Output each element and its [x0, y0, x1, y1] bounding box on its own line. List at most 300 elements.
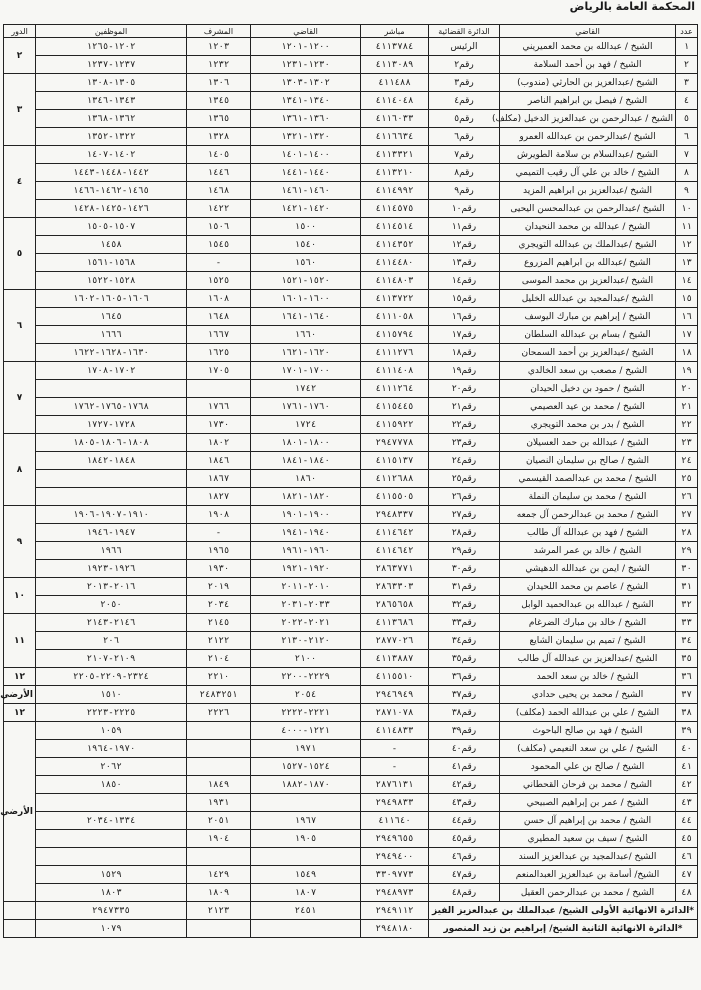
- judge-name: الشيخ / علي بن سعد النعيمي (مكلف): [500, 740, 676, 758]
- judge-extension: ١٤٠٠-١٤٠١: [251, 146, 361, 164]
- supervisor-extension: ١٤٦٨: [187, 182, 251, 200]
- table-row: [4, 614, 698, 632]
- judge-name: الشيخ /عبدالملك بن عبدالله التويجري: [500, 236, 676, 254]
- row-index: ٨: [676, 164, 698, 182]
- direct-number: -: [361, 740, 429, 758]
- circuit-name: رقم٤٨: [429, 884, 500, 902]
- circuit-name: رقم١١: [429, 218, 500, 236]
- supervisor-extension: ١٩٠٨: [187, 506, 251, 524]
- judge-name: الشيخ / مصعب بن سعد الخالدي: [500, 362, 676, 380]
- direct-number: ٢٩٤٩٨٣٣: [361, 794, 429, 812]
- circuit-name: رقم٢٠: [429, 380, 500, 398]
- table-row: [4, 578, 698, 596]
- judge-name: الشيخ / عبدالله بن محمد العميريني: [500, 38, 676, 56]
- footer-text: *الدائرة الانهائية الأولى الشيخ/ عبدالملك بن عبدالعزيز الفيز: [429, 902, 698, 920]
- footer-supervisor: [187, 920, 251, 938]
- staff-extensions: [36, 380, 187, 398]
- row-index: ٢: [676, 56, 698, 74]
- supervisor-extension: ١٤٠٥: [187, 146, 251, 164]
- row-index: ٤: [676, 92, 698, 110]
- judge-extension: ١٢٠٠-١٢٠١: [251, 38, 361, 56]
- judge-extension: [251, 848, 361, 866]
- table-row: [4, 38, 698, 56]
- supervisor-extension: ١٨٠٩: [187, 884, 251, 902]
- row-index: ٣٢: [676, 596, 698, 614]
- row-index: ٤١: [676, 758, 698, 776]
- circuit-name: رقم٢٧: [429, 506, 500, 524]
- table-row: [4, 434, 698, 452]
- table-row: [4, 506, 698, 524]
- circuit-name: رقم٦: [429, 128, 500, 146]
- supervisor-extension: ١٧٠٥: [187, 362, 251, 380]
- judge-name: الشيخ / فيصل بن ابراهيم الناصر: [500, 92, 676, 110]
- table-header-row: [4, 25, 698, 38]
- row-index: ١٠: [676, 200, 698, 218]
- staff-extensions: ١٣٤٣-١٣٤٦: [36, 92, 187, 110]
- round-label: ٦: [4, 290, 36, 362]
- judge-name: الشيخ / صالح بن سليمان النصيان: [500, 452, 676, 470]
- staff-extensions: ١٣٠٥-١٣٠٨: [36, 74, 187, 92]
- col-header-judge: القاضي: [500, 25, 676, 38]
- judge-extension: ١٦٦٠: [251, 326, 361, 344]
- direct-number: -: [361, 758, 429, 776]
- staff-extensions: ١٣٣٤-٢٠٣٤: [36, 812, 187, 830]
- staff-extensions: ٢٣٢٤-٢٢٠٩-٢٢٠٥: [36, 668, 187, 686]
- circuit-name: رقم٢٥: [429, 470, 500, 488]
- page-heading: المحكمة العامة بالرياض: [569, 0, 695, 13]
- row-index: ٧: [676, 146, 698, 164]
- row-index: ٢٤: [676, 452, 698, 470]
- supervisor-extension: ٢١٠٤: [187, 650, 251, 668]
- judge-extension: ١٥٢٤-١٥٢٧: [251, 758, 361, 776]
- judge-extension: ١٨٠٧: [251, 884, 361, 902]
- judge-extension: ١٥٠٠: [251, 218, 361, 236]
- table-row: [4, 596, 698, 614]
- staff-extensions: ١٩١٠-١٩٠٧-١٩٠٦: [36, 506, 187, 524]
- staff-extensions: ١٧٠٢-١٧٠٨: [36, 362, 187, 380]
- table-row: [4, 560, 698, 578]
- footer-staff: ١٠٧٩: [36, 920, 187, 938]
- staff-extensions: ٢٠٦: [36, 632, 187, 650]
- footer-round: [4, 902, 36, 920]
- judge-extension: ٢٠٣٣-٢٠٣١: [251, 596, 361, 614]
- table-row: [4, 542, 698, 560]
- supervisor-extension: ١٧٣٠: [187, 416, 251, 434]
- round-label: ٣: [4, 74, 36, 146]
- direct-number: ٤١١٤٤٨٠: [361, 254, 429, 272]
- judge-name: الشيخ /عبدالعزيز بن أحمد السمحان: [500, 344, 676, 362]
- circuit-name: رقم٣٠: [429, 560, 500, 578]
- circuit-name: رقم٣٢: [429, 596, 500, 614]
- supervisor-extension: ٢٠٥١: [187, 812, 251, 830]
- judge-extension: ١٤٦٠-١٤٦١: [251, 182, 361, 200]
- staff-extensions: ٢١٤٦-٢١٤٣: [36, 614, 187, 632]
- supervisor-extension: ٢٢٢٦: [187, 704, 251, 722]
- circuit-name: رقم٩: [429, 182, 500, 200]
- circuit-name: رقم٣٧: [429, 686, 500, 704]
- judge-extension: ١٥٢٠-١٥٢١: [251, 272, 361, 290]
- direct-number: ٢٩٤٦٩٤٩: [361, 686, 429, 704]
- judge-extension: ١٨٢٠-١٨٢١: [251, 488, 361, 506]
- judge-name: الشيخ / علي بن عبدالله الحمد (مكلف): [500, 704, 676, 722]
- table-row: [4, 398, 698, 416]
- supervisor-extension: ١٨٠٢: [187, 434, 251, 452]
- supervisor-extension: ١٩٠٤: [187, 830, 251, 848]
- table-row: [4, 668, 698, 686]
- row-index: ٤٠: [676, 740, 698, 758]
- direct-number: ٤١١٤٩٩٢: [361, 182, 429, 200]
- supervisor-extension: ٢٠٣٤: [187, 596, 251, 614]
- circuit-name: رقم٤١: [429, 758, 500, 776]
- col-header-index: عدد: [676, 25, 698, 38]
- circuit-name: الرئيس: [429, 38, 500, 56]
- row-index: ٢٢: [676, 416, 698, 434]
- row-index: ٢٨: [676, 524, 698, 542]
- circuit-name: رقم٢٦: [429, 488, 500, 506]
- footer-row: [4, 902, 698, 920]
- round-label: ٤: [4, 146, 36, 218]
- row-index: ٦: [676, 128, 698, 146]
- judges-table: [0, 24, 698, 938]
- judge-name: الشيخ / حمود بن دخيل الحيدان: [500, 380, 676, 398]
- judge-name: الشيخ / عبدالله بن عبدالحميد الوابل: [500, 596, 676, 614]
- circuit-name: رقم٧: [429, 146, 500, 164]
- col-header-staff: الموظفين: [36, 25, 187, 38]
- row-index: ٣٠: [676, 560, 698, 578]
- table-row: [4, 254, 698, 272]
- row-index: ١٢: [676, 236, 698, 254]
- judge-extension: ١٤٤٠-١٤٤١: [251, 164, 361, 182]
- direct-number: ٤١١١٢٦٤: [361, 380, 429, 398]
- table-row: [4, 380, 698, 398]
- staff-extensions: ١٥٦٨-١٥٦١: [36, 254, 187, 272]
- staff-extensions: ٢٢٢٥-٢٢٢٣: [36, 704, 187, 722]
- table-row: [4, 776, 698, 794]
- judge-name: الشيخ /عبدالرحمن بن عبدالله العمرو: [500, 128, 676, 146]
- judge-name: الشيخ / محمد بن عبدالصمد القيسمي: [500, 470, 676, 488]
- supervisor-extension: ١٥٠٦: [187, 218, 251, 236]
- circuit-name: رقم٤٦: [429, 848, 500, 866]
- judge-name: الشيخ / فهد بن عبدالله آل طالب: [500, 524, 676, 542]
- footer-supervisor: ٢١٢٣: [187, 902, 251, 920]
- row-index: ٥: [676, 110, 698, 128]
- direct-number: ٤١١٣٧٢٢: [361, 290, 429, 308]
- supervisor-extension: ١٥٤٥: [187, 236, 251, 254]
- judge-name: الشيخ /عبدالعزيز بن محمد الموسى: [500, 272, 676, 290]
- table-row: [4, 182, 698, 200]
- judge-extension: ١٩٦٠-١٩٦١: [251, 542, 361, 560]
- table-row: [4, 416, 698, 434]
- row-index: ٤٢: [676, 776, 698, 794]
- direct-number: ٢٩٤٩٦٥٥: [361, 830, 429, 848]
- row-index: ١٩: [676, 362, 698, 380]
- col-header-direct: مباشر: [361, 25, 429, 38]
- round-label: الأرضي: [4, 686, 36, 704]
- staff-extensions: ١٥٠٧-١٥٠٥: [36, 218, 187, 236]
- table-row: [4, 200, 698, 218]
- table-row: [4, 362, 698, 380]
- round-label: ٨: [4, 434, 36, 506]
- staff-extensions: ١٩٤٧-١٩٤٦: [36, 524, 187, 542]
- staff-extensions: ١٨٠٨-١٨٠٦-١٨٠٥: [36, 434, 187, 452]
- table-row: [4, 272, 698, 290]
- supervisor-extension: ١٩٦٥: [187, 542, 251, 560]
- circuit-name: رقم١٣: [429, 254, 500, 272]
- direct-number: ٤١١٤٥١٤: [361, 218, 429, 236]
- direct-number: ٤١١٤٨٠٣: [361, 272, 429, 290]
- staff-extensions: ١٣٢٢-١٣٥٢: [36, 128, 187, 146]
- supervisor-extension: ١٢٠٣: [187, 38, 251, 56]
- judge-extension: ١٧٢٤: [251, 416, 361, 434]
- circuit-name: رقم٤٥: [429, 830, 500, 848]
- direct-number: ٤١١١٤٠٨: [361, 362, 429, 380]
- judge-name: الشيخ /عبدالمجيد بن عبدالعزيز السند: [500, 848, 676, 866]
- staff-extensions: ١٢٠٢-١٢٦٥: [36, 38, 187, 56]
- staff-extensions: [36, 848, 187, 866]
- judge-name: الشيخ /عبدالعزيز بن الحارثي (مندوب): [500, 74, 676, 92]
- circuit-name: رقم٣: [429, 74, 500, 92]
- round-label: ٥: [4, 218, 36, 290]
- row-index: ٤٣: [676, 794, 698, 812]
- footer-judge-ext: [251, 920, 361, 938]
- circuit-name: رقم٣٩: [429, 722, 500, 740]
- row-index: ٢٣: [676, 434, 698, 452]
- supervisor-extension: ٢٤٨٣٢٥١: [187, 686, 251, 704]
- judge-name: الشيخ / عبدالله بن حمد العسيلان: [500, 434, 676, 452]
- row-index: ٣٨: [676, 704, 698, 722]
- judge-extension: ١٣٦٠-١٣٦١: [251, 110, 361, 128]
- circuit-name: رقم٣١: [429, 578, 500, 596]
- staff-extensions: ١٩٧٠-١٩٦٤: [36, 740, 187, 758]
- direct-number: ٤١١٦٠٣٣: [361, 110, 429, 128]
- judge-name: الشيخ / محمد بن عيد العصيمي: [500, 398, 676, 416]
- staff-extensions: ١٤٥٨: [36, 236, 187, 254]
- judge-extension: ١٩٦٧: [251, 812, 361, 830]
- row-index: ٣٩: [676, 722, 698, 740]
- col-header-supervisor: المشرف: [187, 25, 251, 38]
- judge-name: الشيخ / محمد بن عبدالرحمن آل جمعه: [500, 506, 676, 524]
- col-header-judge-ext: القاضي: [251, 25, 361, 38]
- staff-extensions: ١٤٠٢-١٤٠٧: [36, 146, 187, 164]
- judge-extension: ١٥٤٩: [251, 866, 361, 884]
- table-row: [4, 74, 698, 92]
- judge-name: الشيخ / فهد بن صالح الباحوث: [500, 722, 676, 740]
- supervisor-extension: ١٤٢٩: [187, 866, 251, 884]
- circuit-name: رقم٣٣: [429, 614, 500, 632]
- judge-name: الشيخ /عبدالرحمن بن عبدالمحسن اليحيى: [500, 200, 676, 218]
- row-index: ٤٥: [676, 830, 698, 848]
- judge-name: الشيخ / بدر بن محمد التويجري: [500, 416, 676, 434]
- judge-name: الشيخ/ أسامة بن عبدالعزيز العبدالمنعم: [500, 866, 676, 884]
- table-row: [4, 488, 698, 506]
- direct-number: ٤١١٣٢١٠: [361, 164, 429, 182]
- supervisor-extension: ١٨٤٦: [187, 452, 251, 470]
- direct-number: ٤١١٥٧٩٤: [361, 326, 429, 344]
- table-row: [4, 56, 698, 74]
- judge-extension: ١٦٢٠-١٦٢١: [251, 344, 361, 362]
- direct-number: ٤١١٦٤٠: [361, 812, 429, 830]
- round-label: ٩: [4, 506, 36, 578]
- supervisor-extension: ١٣٤٥: [187, 92, 251, 110]
- table-row: [4, 110, 698, 128]
- direct-number: ٤١١٥٥١٠: [361, 668, 429, 686]
- supervisor-extension: ١٨٢٧: [187, 488, 251, 506]
- row-index: ١: [676, 38, 698, 56]
- table-row: [4, 164, 698, 182]
- circuit-name: رقم١٥: [429, 290, 500, 308]
- judge-extension: ١٢٣٠-١٢٣١: [251, 56, 361, 74]
- circuit-name: رقم٣٨: [429, 704, 500, 722]
- judge-extension: ٢١٢٠-٢١٣٠: [251, 632, 361, 650]
- row-index: ٣٥: [676, 650, 698, 668]
- table-row: [4, 236, 698, 254]
- supervisor-extension: ١٦٠٨: [187, 290, 251, 308]
- table-row: [4, 686, 698, 704]
- staff-extensions: ١٥١٠: [36, 686, 187, 704]
- direct-number: ٤١١١٠٥٨: [361, 308, 429, 326]
- staff-extensions: ١٦٠٦-١٦٠٥-١٦٠٢: [36, 290, 187, 308]
- staff-extensions: ١٩٢٦-١٩٢٣: [36, 560, 187, 578]
- direct-number: ٤١١٥١٣٧: [361, 452, 429, 470]
- supervisor-extension: [187, 380, 251, 398]
- staff-extensions: [36, 830, 187, 848]
- table-row: [4, 524, 698, 542]
- circuit-name: رقم١٩: [429, 362, 500, 380]
- judge-name: الشيخ /عبدالسلام بن سلامة الطويرش: [500, 146, 676, 164]
- judge-name: الشيخ / محمد بن عبدالرحمن العقيل: [500, 884, 676, 902]
- circuit-name: رقم٢٩: [429, 542, 500, 560]
- row-index: ٣٤: [676, 632, 698, 650]
- supervisor-extension: [187, 722, 251, 740]
- table-row: [4, 884, 698, 902]
- circuit-name: رقم١٨: [429, 344, 500, 362]
- judge-extension: ٢٠٥٤: [251, 686, 361, 704]
- judge-extension: ١٨٠٠-١٨٠١: [251, 434, 361, 452]
- staff-extensions: ١٤٢٦-١٤٢٥-١٤٢٨: [36, 200, 187, 218]
- footer-text: *الدائرة الانهائية الثانية الشيخ/ إبراهيم بن زيد المنصور: [429, 920, 698, 938]
- table-row: [4, 452, 698, 470]
- direct-number: ٢٨٧٦١٣١: [361, 776, 429, 794]
- direct-number: ٤١١٦٦٣٤: [361, 128, 429, 146]
- judge-extension: ١٨٧٠-١٨٨٢: [251, 776, 361, 794]
- direct-number: ٢٩٤٨٩٧٣: [361, 884, 429, 902]
- judge-name: الشيخ / سيف بن سعيد المطيري: [500, 830, 676, 848]
- circuit-name: رقم٢٨: [429, 524, 500, 542]
- circuit-name: رقم٤٧: [429, 866, 500, 884]
- footer-round: [4, 920, 36, 938]
- staff-extensions: ١٧٢٨-١٧٢٧: [36, 416, 187, 434]
- staff-extensions: ١٤٦٥-١٤٦٢-١٤٦٦: [36, 182, 187, 200]
- judge-name: الشيخ / خالد بن عمر المرشد: [500, 542, 676, 560]
- direct-number: ٢٩٤٧٧٧٨: [361, 434, 429, 452]
- row-index: ٤٦: [676, 848, 698, 866]
- circuit-name: رقم٣٤: [429, 632, 500, 650]
- judge-name: الشيخ / ايمن بن عبدالله الدهيشي: [500, 560, 676, 578]
- direct-number: ٤١١٤٨٨: [361, 74, 429, 92]
- judge-name: الشيخ / فهد بن أحمد السلامة: [500, 56, 676, 74]
- row-index: ١٥: [676, 290, 698, 308]
- table-row: [4, 218, 698, 236]
- judge-extension: ١٨٦٠: [251, 470, 361, 488]
- row-index: ١٨: [676, 344, 698, 362]
- supervisor-extension: ١٨٦٧: [187, 470, 251, 488]
- table-row: [4, 848, 698, 866]
- direct-number: ٤١١٥٤٤٥: [361, 398, 429, 416]
- direct-number: ٢٩٤٩٤٠٠: [361, 848, 429, 866]
- judge-extension: ١٣٤٠-١٣٤١: [251, 92, 361, 110]
- staff-extensions: ١٨٤٨-١٨٤٢: [36, 452, 187, 470]
- table-row: [4, 794, 698, 812]
- staff-extensions: [36, 470, 187, 488]
- judge-extension: ٢٢٢١-٢٢٢٢: [251, 704, 361, 722]
- circuit-name: رقم١٢: [429, 236, 500, 254]
- circuit-name: رقم٢: [429, 56, 500, 74]
- table-row: [4, 344, 698, 362]
- circuit-name: رقم١٦: [429, 308, 500, 326]
- table-row: [4, 308, 698, 326]
- round-label: ٧: [4, 362, 36, 434]
- judge-extension: ١٩٠٥: [251, 830, 361, 848]
- supervisor-extension: ٢١٢٢: [187, 632, 251, 650]
- judge-extension: ٢٠٢١-٢٠٢٢: [251, 614, 361, 632]
- table-row: [4, 866, 698, 884]
- row-index: ٤٧: [676, 866, 698, 884]
- judge-name: الشيخ / بسام بن عبدالله السلطان: [500, 326, 676, 344]
- direct-number: ٤١١٤٥٧٥: [361, 200, 429, 218]
- table-row: [4, 812, 698, 830]
- supervisor-extension: ٢١٤٥: [187, 614, 251, 632]
- row-index: ٣: [676, 74, 698, 92]
- staff-extensions: ١٠٥٩: [36, 722, 187, 740]
- direct-number: ٤١١٣٧٨٤: [361, 38, 429, 56]
- staff-extensions: [36, 488, 187, 506]
- direct-number: ٤١١٢٦٨٨: [361, 470, 429, 488]
- table-row: [4, 470, 698, 488]
- direct-number: ٤١١٣٦٨٦: [361, 614, 429, 632]
- judge-extension: [251, 794, 361, 812]
- staff-extensions: ١٢٣٧-١٢٣٧: [36, 56, 187, 74]
- supervisor-extension: ١٥٢٥: [187, 272, 251, 290]
- judge-extension: ١٣٢٠-١٣٢١: [251, 128, 361, 146]
- row-index: ٣٧: [676, 686, 698, 704]
- judge-extension: ١٣٠٢-١٣٠٣: [251, 74, 361, 92]
- supervisor-extension: ١٧٦٦: [187, 398, 251, 416]
- judge-extension: ١٩٢٠-١٩٢١: [251, 560, 361, 578]
- judge-name: الشيخ /عبدالله بن ابراهيم المزروع: [500, 254, 676, 272]
- staff-extensions: ٢١٠٩-٢١٠٧: [36, 650, 187, 668]
- circuit-name: رقم٥: [429, 110, 500, 128]
- judge-extension: ٢٢٢٩-٢٢٠٠: [251, 668, 361, 686]
- judge-extension: ١٧٦٠-١٧٦١: [251, 398, 361, 416]
- direct-number: ٢٨٦٥٦٥٨: [361, 596, 429, 614]
- row-index: ٢٧: [676, 506, 698, 524]
- supervisor-extension: [187, 758, 251, 776]
- row-index: ٢١: [676, 398, 698, 416]
- supervisor-extension: ١٣٦٥: [187, 110, 251, 128]
- row-index: ١٦: [676, 308, 698, 326]
- staff-extensions: ١٥٢٩: [36, 866, 187, 884]
- row-index: ٣٣: [676, 614, 698, 632]
- direct-number: ٢٨٦٣٧٧١: [361, 560, 429, 578]
- circuit-name: رقم٨: [429, 164, 500, 182]
- row-index: ١٤: [676, 272, 698, 290]
- direct-number: ٤١١٤٦٤٢: [361, 542, 429, 560]
- direct-number: ٣٣٠٩٧٧٣: [361, 866, 429, 884]
- judge-name: الشيخ / محمد بن فرحان القحطاني: [500, 776, 676, 794]
- judge-extension: ١٥٤٠: [251, 236, 361, 254]
- judge-name: الشيخ / محمد بن إبراهيم آل حسن: [500, 812, 676, 830]
- round-label: ١٢: [4, 668, 36, 686]
